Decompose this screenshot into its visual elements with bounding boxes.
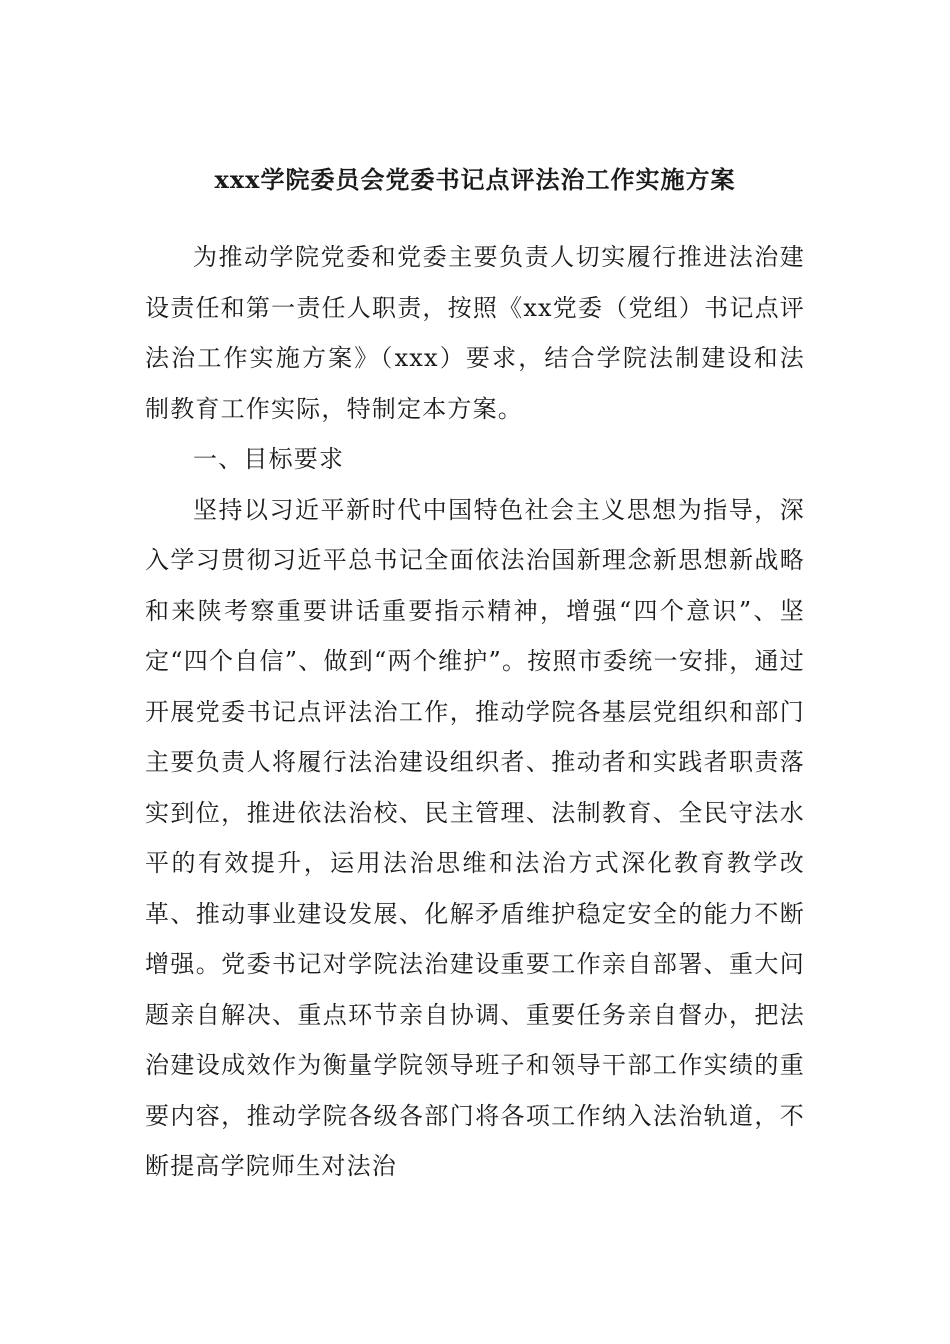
section-heading: 一、目标要求	[193, 445, 345, 473]
document-title: xxx学院委员会党委书记点评法治工作实施方案	[214, 165, 736, 194]
intro-paragraph: 为推动学院党委和党委主要负责人切实履行推进法治建设责任和第一责任人职责，按照《xx党委（党组）书记点评法治工作实施方案》（xxx）要求，结合学院法制建设和法制教育工作实际，特制定本方案。	[145, 243, 805, 423]
document-body	[145, 232, 805, 1192]
body-paragraph: 坚持以习近平新时代中国特色社会主义思想为指导，深入学习贯彻习近平总书记全面依法治国新理念新思想新战略和来陕考察重要讲话重要指示精神，增强“四个意识”、坚定“四个自信”、做到“两个维护”。按照市委统一安排，通过开展党委书记点评法治工作，推动学院各基层党组织和部门主要负责人将履行法治建设组织者、推动者和实践者职责落实到位，推进依法治校、民主管理、法制教育、全民守法水平的有效提升，运用法治思维和法治方式深化教育教学改革、推动事业建设发展、化解矛盾维护稳定安全的能力不断增强。党委书记对学院法治建设重要工作亲自部署、重大问题亲自解决、重点环节亲自协调、重要任务亲自督办，把法治建设成效作为衡量学院领导班子和领导干部工作实绩的重要内容，推动学院各级各部门将各项工作纳入法治轨道，不断提高学院师生对法治	[145, 495, 805, 1180]
